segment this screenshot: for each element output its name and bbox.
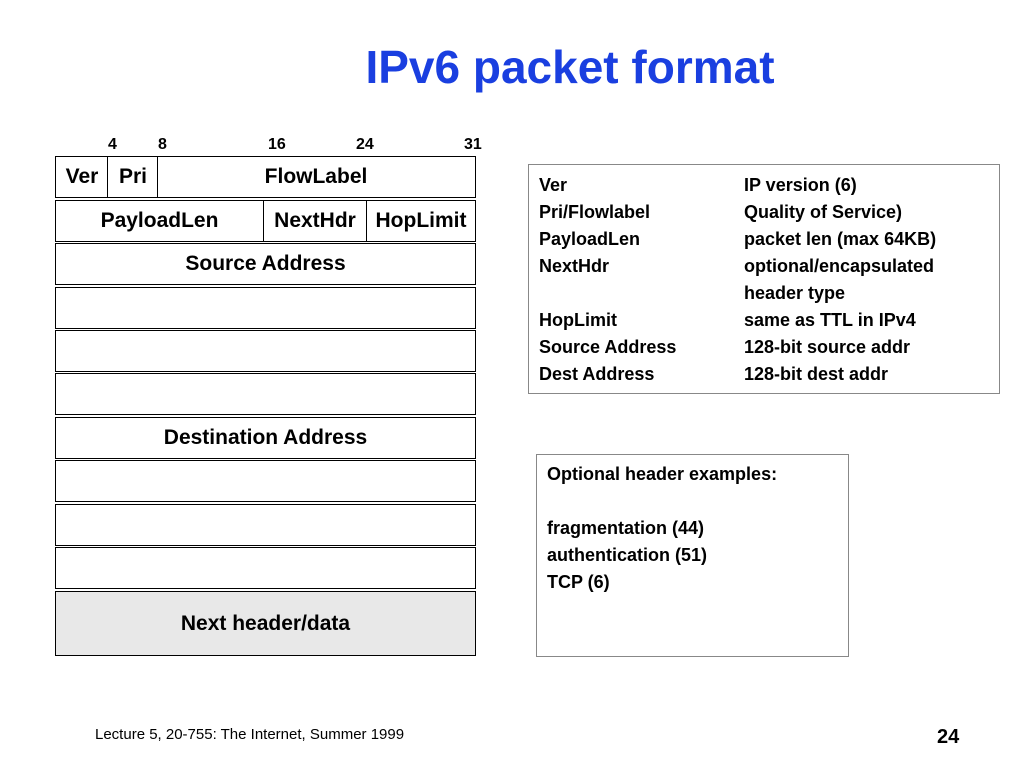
field-description: optional/encapsulated (744, 256, 935, 276)
field-description: IP version (6) (744, 175, 857, 195)
field-flowlabel: FlowLabel (264, 165, 368, 188)
spacer (547, 488, 838, 515)
next-header-data-label: Next header/data (180, 611, 351, 635)
bit-position-label: 16 (268, 136, 286, 153)
field-description: packet len (max 64KB) (744, 229, 937, 249)
source-address-row (55, 330, 476, 372)
optional-headers-heading: Optional header examples: (547, 464, 778, 484)
bit-position-label: 24 (356, 136, 374, 153)
next-header-data-block (55, 591, 476, 656)
field-name: Source Address (539, 337, 677, 357)
optional-header-item: TCP (6) (547, 572, 610, 592)
field-name: Dest Address (539, 364, 655, 384)
bit-position-label: 4 (108, 136, 117, 153)
optional-headers-box (536, 454, 849, 657)
destination-address-row (55, 547, 476, 589)
destination-address-row (55, 417, 476, 459)
destination-address-row (55, 504, 476, 546)
header-row-payload-nexthdr-hoplimit (55, 200, 476, 242)
destination-address-row (55, 460, 476, 502)
source-address-row (55, 243, 476, 285)
field-ver: Ver (65, 165, 99, 188)
optional-header-item: authentication (51) (547, 545, 708, 565)
field-name: Ver (539, 175, 568, 195)
field-description: 128-bit dest addr (744, 364, 889, 384)
field-nexthdr: NextHdr (274, 209, 356, 232)
field-description: same as TTL in IPv4 (744, 310, 916, 330)
bit-position-label: 8 (158, 136, 167, 153)
field-pri: Pri (118, 165, 147, 188)
field-payloadlen: PayloadLen (100, 209, 219, 232)
field-name: PayloadLen (539, 229, 641, 249)
page-number: 24 (937, 726, 960, 748)
source-address-row (55, 373, 476, 415)
header-row-ver-pri-flowlabel (55, 156, 476, 198)
footer-text: Lecture 5, 20-755: The Internet, Summer 1999 (95, 726, 405, 743)
source-address-row (55, 287, 476, 329)
source-address-label: Source Address (185, 252, 346, 275)
destination-address-label: Destination Address (163, 426, 368, 449)
field-name: Pri/Flowlabel (539, 202, 651, 222)
slide-title: IPv6 packet format (365, 41, 775, 93)
field-hoplimit: HopLimit (375, 209, 467, 232)
field-name: HopLimit (539, 310, 617, 330)
optional-header-item: fragmentation (44) (547, 518, 705, 538)
field-name: NextHdr (539, 256, 610, 276)
field-description: Quality of Service) (744, 202, 903, 222)
bit-position-label: 31 (464, 136, 482, 153)
field-description: header type (744, 283, 846, 303)
field-description: 128-bit source addr (744, 337, 911, 357)
field-descriptions-box (528, 164, 1000, 394)
